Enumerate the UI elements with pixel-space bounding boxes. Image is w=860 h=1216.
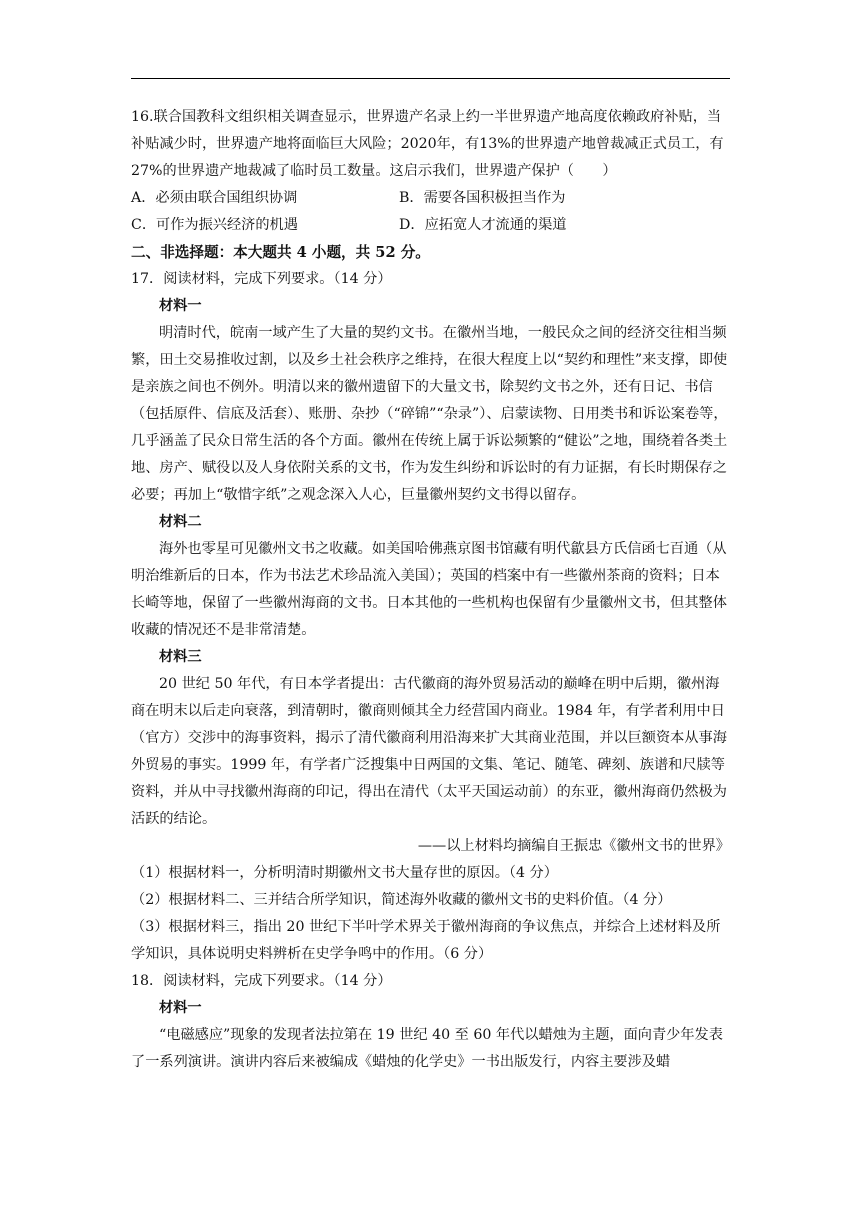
q16-stem: 16.联合国教科文组织相关调查显示，世界遗产名录上约一半世界遗产地高度依赖政府补贴，当补贴减少时，世界遗产地将面临巨大风险；2020年，有13%的世界遗产地曾裁减正式员工，有27%的世界遗产地裁减了临时员工数量。这启示我们，世界遗产保护（ ） [131, 109, 724, 179]
q17-material3-text: 20 世纪 50 年代，有日本学者提出：古代徽商的海外贸易活动的巅峰在明中后期，徽州海商在明末以后走向衰落，到清朝时，徽商则倾其全力经营国内商业。1984 年，有学者利用中日（官方）交涉中的海事资料，揭示了清代徽商利用沿海来扩大其商业范围，并以巨额资本从事海外贸易的事实。1999 年，有学者广泛搜集中日两国的文集、笔记、随笔、碑刻、族谱和尺牍等资料，并从中寻找徽州海商的印记，得出在清代（太平天国运动前）的东亚，徽州海商仍然极为活跃的结论。 [131, 676, 727, 827]
q17-material3-title: 材料三 [159, 649, 202, 665]
q17-material2-text: 海外也零星可见徽州文书之收藏。如美国哈佛燕京图书馆藏有明代歙县方氏信函七百通（从明治维新后的日本，作为书法艺术珍品流入美国）；英国的档案中有一些徽州茶商的资料；日本长崎等地，保留了一些徽州海商的文书。日本其他的一些机构也保留有少量徽州文书，但其整体收藏的情况还不是非常清楚。 [131, 541, 727, 638]
q17-sub1: （1）根据材料一，分析明清时期徽州文书大量存世的原因。（4 分） [131, 865, 558, 881]
header-rule [131, 78, 730, 79]
q17-material1-text: 明清时代，皖南一域产生了大量的契约文书。在徽州当地，一般民众之间的经济交往相当频繁，田土交易推收过割，以及乡土社会秩序之维持，在很大程度上以“契约和理性”来支撑，即使是亲族之间也不例外。明清以来的徽州遗留下的大量文书，除契约文书之外，还有日记、书信（包括原件、信底及活套）、账册、杂抄（“碎锦”“杂录”）、启蒙读物、日用类书和诉讼案卷等，几乎涵盖了民众日常生活的各个方面。徽州在传统上属于诉讼频繁的“健讼”之地，围绕着各类土地、房产、赋役以及人身依附关系的文书，作为发生纠纷和诉讼时的有力证据，有长时期保存之必要；再加上“敬惜字纸”之观念深入人心，巨量徽州契约文书得以留存。 [131, 325, 728, 503]
q16-option-d[interactable]: D．应拓宽人才流通的渠道 [399, 217, 567, 233]
q17-material1-title: 材料一 [159, 298, 202, 314]
q18-stem: 18．阅读材料，完成下列要求。（14 分） [131, 973, 392, 989]
q16-option-a[interactable]: A．必须由联合国组织协调 [131, 190, 298, 206]
q16-option-b[interactable]: B．需要各国积极担当作为 [399, 190, 566, 206]
q18-material1-title: 材料一 [159, 1000, 202, 1016]
q16-option-c[interactable]: C．可作为振兴经济的机遇 [131, 217, 298, 233]
q18-material1-text: “电磁感应”现象的发现者法拉第在 19 世纪 40 至 60 年代以蜡烛为主题，面向青少年发表了一系列演讲。演讲内容后来被编成《蜡烛的化学史》一书出版发行，内容主要涉及蜡 [131, 1027, 723, 1070]
q17-sub2: （2）根据材料二、三并结合所学知识，简述海外收藏的徽州文书的史料价值。（4 分） [131, 892, 672, 908]
q17-material2-title: 材料二 [159, 514, 202, 530]
exam-content [131, 104, 730, 1076]
q17-source: ——以上材料均摘编自王振忠《徽州文书的世界》 [417, 838, 730, 854]
q17-stem: 17．阅读材料，完成下列要求。（14 分） [131, 271, 392, 287]
q16-options [131, 185, 730, 239]
section-title: 二、非选择题：本大题共 4 小题，共 52 分。 [131, 244, 430, 261]
q17-sub3: （3）根据材料三，指出 20 世纪下半叶学术界关于徽州海商的争议焦点，并综合上述材料及所学知识，具体说明史料辨析在史学争鸣中的作用。（6 分） [131, 919, 721, 962]
